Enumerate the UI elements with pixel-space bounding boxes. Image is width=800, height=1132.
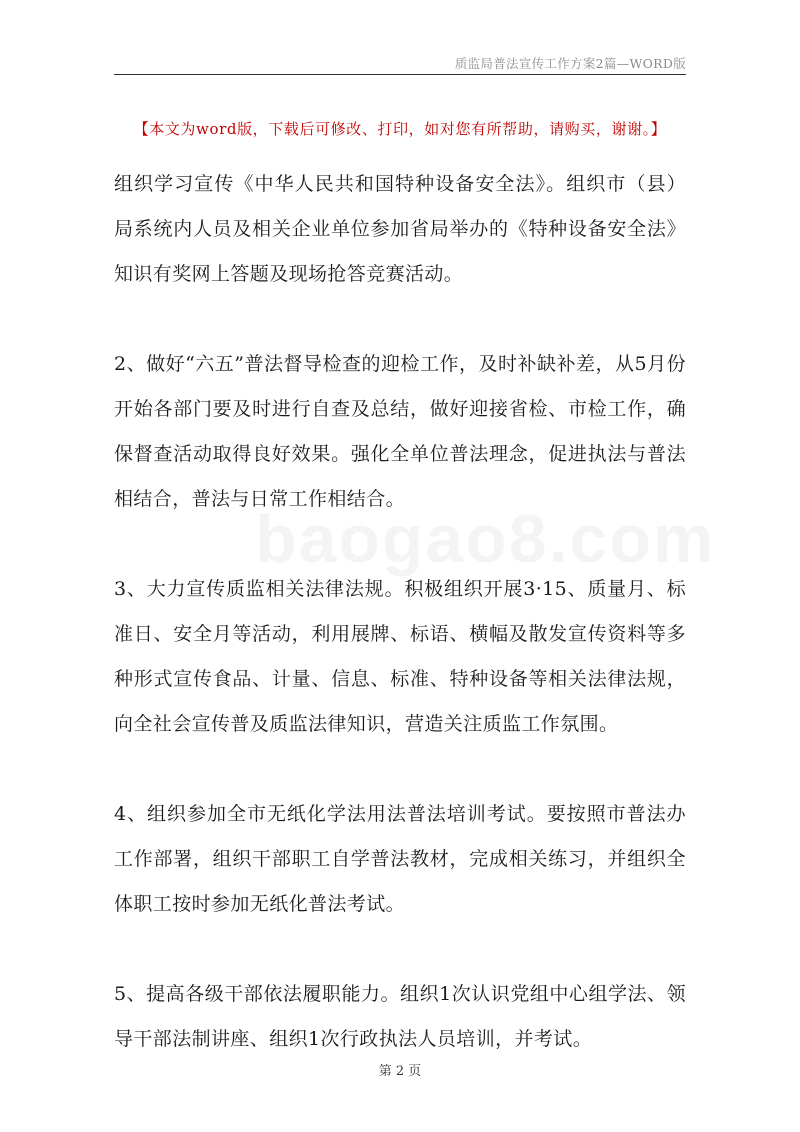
paragraph-1: 组织学习宣传《中华人民共和国特种设备安全法》。组织市（县）局系统内人员及相关企业单位参加省局举办的《特种设备安全法》知识有奖网上答题及现场抢答竞赛活动。	[114, 173, 686, 285]
page-number: 第 2 页	[378, 1064, 422, 1079]
header-title: 质监局普法宣传工作方案2篇—WORD版	[454, 56, 686, 71]
document-body	[114, 162, 686, 1062]
download-notice: 【本文为word版，下载后可修改、打印，如对您有所帮助，请购买，谢谢。】	[133, 120, 667, 138]
paragraph-2: 2、做好“六五”普法督导检查的迎检工作，及时补缺补差，从5月份开始各部门要及时进行自查及总结，做好迎接省检、市检工作，确保督查活动取得良好效果。强化全单位普法理念，促进执法与普法相结合，普法与日常工作相结合。	[114, 353, 686, 510]
paragraph-3: 3、大力宣传质监相关法律法规。积极组织开展3·15、质量月、标准日、安全月等活动，利用展牌、标语、横幅及散发宣传资料等多种形式宣传食品、计量、信息、标准、特种设备等相关法律法规，向全社会宣传普及质监法律知识，营造关注质监工作氛围。	[114, 578, 686, 735]
paragraph-5: 5、提高各级干部依法履职能力。组织1次认识党组中心组学法、领导干部法制讲座、组织1次行政执法人员培训，并考试。	[114, 983, 686, 1050]
page-header	[114, 52, 686, 75]
paragraph-4: 4、组织参加全市无纸化学法用法普法培训考试。要按照市普法办工作部署，组织干部职工自学普法教材，完成相关练习，并组织全体职工按时参加无纸化普法考试。	[114, 803, 686, 915]
